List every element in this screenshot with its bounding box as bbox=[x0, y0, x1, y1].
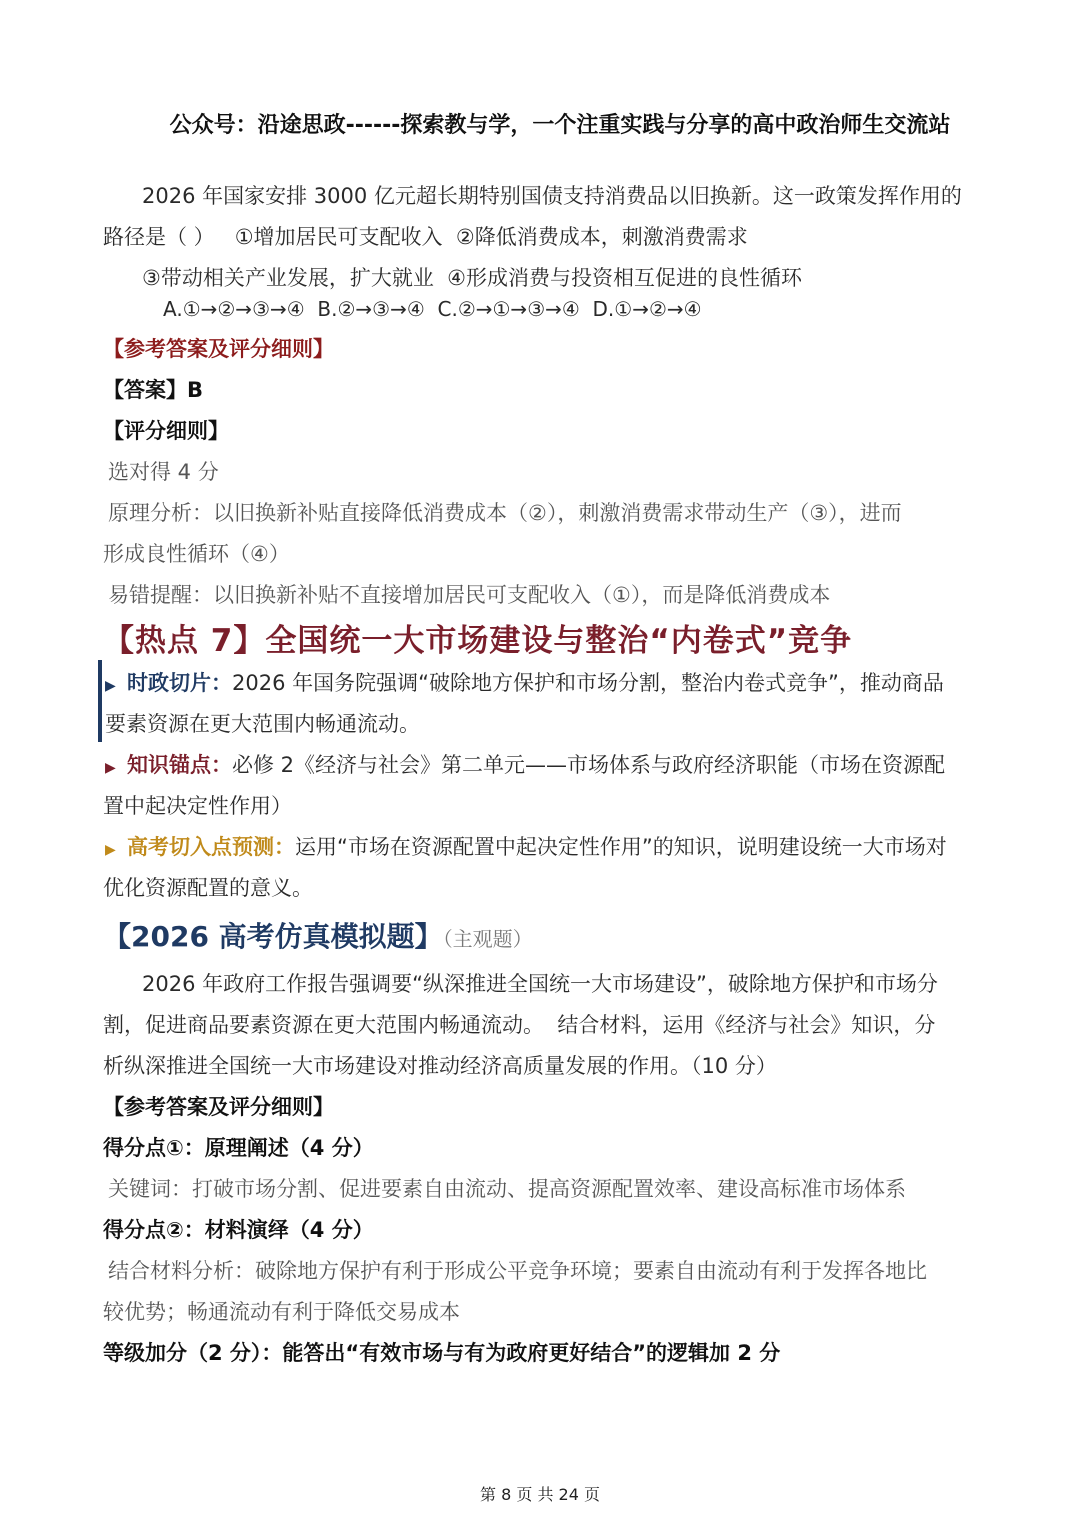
sim-title-row bbox=[103, 915, 533, 955]
sim-answer-section-title: 【参考答案及评分细则】 bbox=[103, 1095, 334, 1119]
q1-analysis-line1: 原理分析：以旧换新补贴直接降低消费成本（②），刺激消费需求带动生产（③），进而 bbox=[108, 501, 902, 525]
q1-answer-section-title: 【参考答案及评分细则】 bbox=[103, 337, 334, 361]
q1-rubric-score: 选对得 4 分 bbox=[108, 460, 219, 484]
hotspot-title: 【热点 7】全国统一大市场建设与整治“内卷式”竞争 bbox=[103, 623, 853, 659]
sim-point1-body: 关键词：打破市场分割、促进要素自由流动、提高资源配置效率、建设高标准市场体系 bbox=[108, 1177, 906, 1201]
q1-stem-line1: 2026 年国家安排 3000 亿元超长期特别国债支持消费品以旧换新。这一政策发挥作用的 bbox=[142, 184, 962, 208]
q1-stem-line2: 路径是（ ） ①增加居民可支配收入 ②降低消费成本，刺激消费需求 bbox=[103, 225, 748, 249]
hotspot-slice-label: 时政切片： bbox=[127, 671, 232, 695]
hotspot-knowledge-line2: 置中起决定性作用） bbox=[103, 794, 292, 818]
hotspot-predict-text: 运用“市场在资源配置中起决定性作用”的知识，说明建设统一大市场对 bbox=[295, 835, 947, 859]
hotspot-predict-label: 高考切入点预测： bbox=[127, 835, 295, 859]
hotspot-knowledge-line1 bbox=[105, 749, 945, 779]
q1-answer-label: 【答案】 bbox=[103, 378, 187, 402]
q1-analysis-line2: 形成良性循环（④） bbox=[103, 542, 290, 566]
hotspot-slice-line2: 要素资源在更大范围内畅通流动。 bbox=[105, 712, 420, 736]
page-header: 公众号：沿途思政------探索教与学，一个注重实践与分享的高中政治师生交流站 bbox=[169, 113, 951, 138]
sim-line2: 割，促进商品要素资源在更大范围内畅通流动。 结合材料，运用《经济与社会》知识，分 bbox=[103, 1013, 936, 1037]
hotspot-slice-text: 2026 年国务院强调“破除地方保护和市场分割，整治内卷式竞争”，推动商品 bbox=[232, 671, 944, 695]
triangle-bullet-icon: ▶ bbox=[105, 760, 116, 776]
triangle-bullet-icon: ▶ bbox=[105, 678, 116, 694]
sim-point2-line2: 较优势；畅通流动有利于降低交易成本 bbox=[103, 1300, 460, 1324]
hotspot-knowledge-text: 必修 2《经济与社会》第二单元——市场体系与政府经济职能（市场在资源配 bbox=[232, 753, 946, 777]
sim-line1: 2026 年政府工作报告强调要“纵深推进全国统一大市场建设”，破除地方保护和市场分 bbox=[142, 972, 938, 996]
sim-bonus: 等级加分（2 分）：能答出“有效市场与有为政府更好结合”的逻辑加 2 分 bbox=[103, 1341, 781, 1365]
q1-options: A.①→②→③→④ B.②→③→④ C.②→①→③→④ D.①→②→④ bbox=[163, 297, 702, 321]
sim-point1-head: 得分点①：原理阐述（4 分） bbox=[103, 1136, 374, 1160]
hotspot-predict-line1 bbox=[105, 831, 947, 861]
hotspot-knowledge-label: 知识锚点： bbox=[127, 753, 232, 777]
q1-warning: 易错提醒：以旧换新补贴不直接增加居民可支配收入（①），而是降低消费成本 bbox=[108, 583, 831, 607]
page-number: 第 8 页 共 24 页 bbox=[480, 1485, 600, 1504]
sim-subtitle: （主观题） bbox=[442, 927, 533, 951]
sim-title: 【2026 高考仿真模拟题】 bbox=[103, 920, 443, 953]
triangle-bullet-icon: ▶ bbox=[105, 842, 116, 858]
sim-point2-head: 得分点②：材料演绎（4 分） bbox=[103, 1218, 374, 1242]
q1-rubric-label: 【评分细则】 bbox=[103, 419, 229, 443]
hotspot-predict-line2: 优化资源配置的意义。 bbox=[103, 876, 313, 900]
q1-answer-line bbox=[103, 374, 203, 404]
hotspot-slice-line1 bbox=[105, 667, 944, 697]
hotspot-left-bar bbox=[98, 660, 102, 742]
sim-point2-line1: 结合材料分析：破除地方保护有利于形成公平竞争环境；要素自由流动有利于发挥各地比 bbox=[108, 1259, 927, 1283]
q1-answer-value: B bbox=[187, 378, 204, 402]
sim-line3: 析纵深推进全国统一大市场建设对推动经济高质量发展的作用。（10 分） bbox=[103, 1054, 777, 1078]
q1-stem-line3: ③带动相关产业发展，扩大就业 ④形成消费与投资相互促进的良性循环 bbox=[142, 266, 803, 290]
